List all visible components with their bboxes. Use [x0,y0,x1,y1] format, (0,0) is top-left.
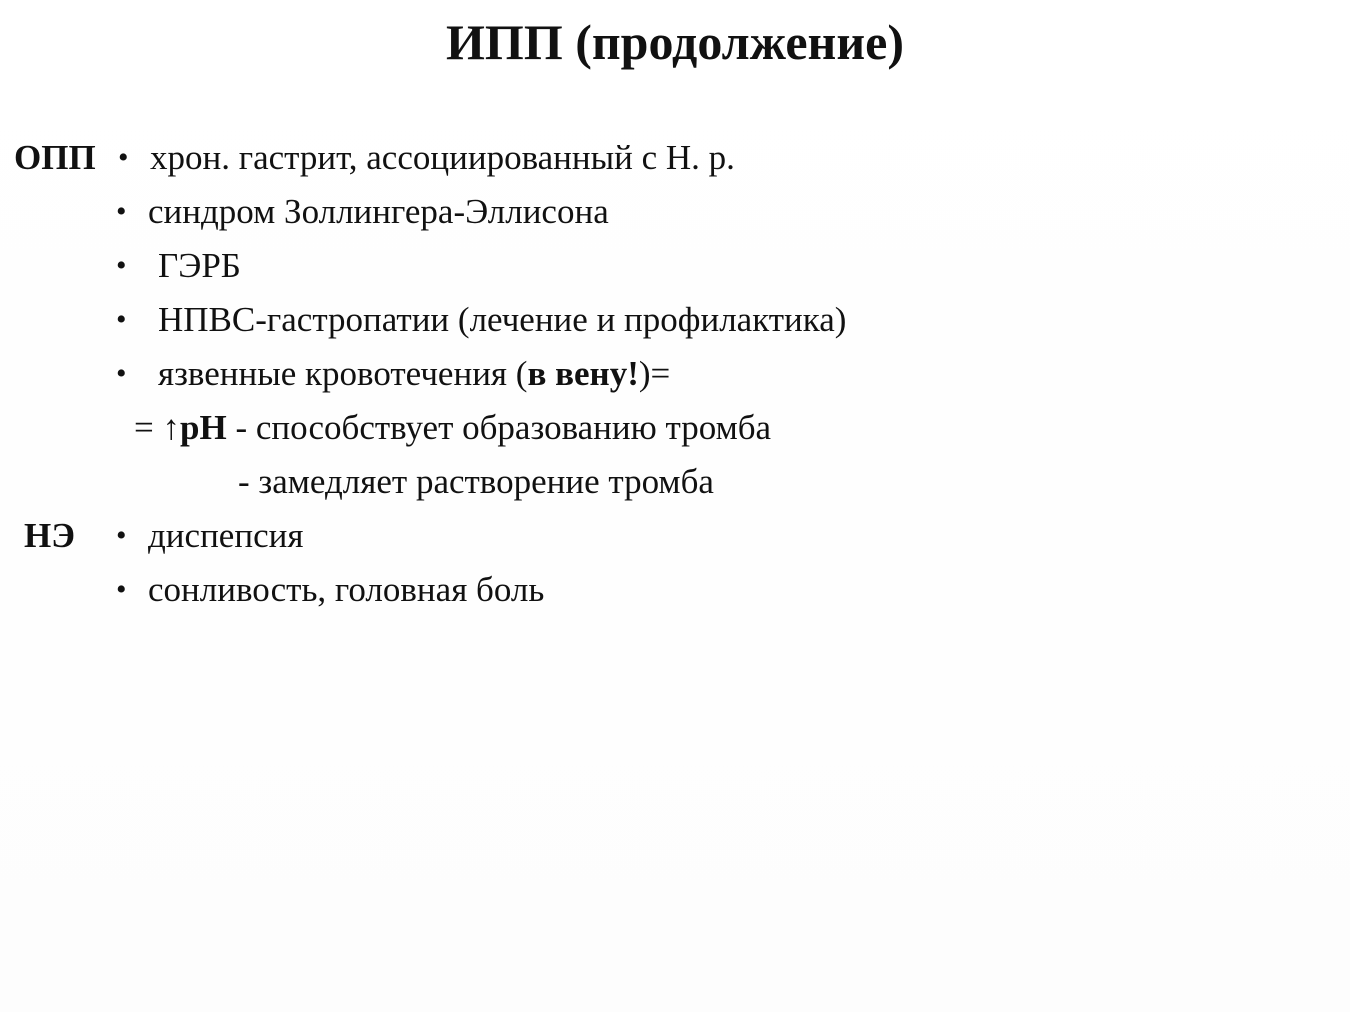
opp-item-2: синдром Золлингера-Эллисона [148,192,609,231]
ph-effect-prefix: = [134,408,163,447]
opp-item-4: НПВС-гастропатии (лечение и профилактика) [158,300,847,339]
ne-item-1: диспепсия [148,516,304,555]
opp-item-bleeding [158,353,670,395]
ne-item-2: сонливость, головная боль [148,570,545,609]
bullet-icon: • [116,573,127,606]
ph-effect-line [134,407,771,449]
bullet-icon: • [116,303,127,336]
opp-item-1: хрон. гастрит, ассоциированный с Н. р. [150,138,735,177]
bleeding-text: язвенные кровотечения ( [158,354,528,393]
ph-effect-emphasis: ↑pH [162,408,227,447]
bullet-icon: • [116,249,127,282]
ph-effect-line-2: - замедляет растворение тромба [238,462,714,501]
bleeding-emphasis: в вену! [527,354,639,393]
bleeding-suffix: )= [638,354,671,393]
bullet-icon: • [116,195,127,228]
ph-effect-text: - способствует образованию тромба [226,408,772,447]
bullet-icon: • [116,357,127,390]
opp-item-3: ГЭРБ [158,246,241,285]
section-label-opp: ОПП [14,138,96,177]
bullet-icon: • [118,141,129,174]
section-label-ne: НЭ [24,516,75,555]
bullet-icon: • [116,519,127,552]
slide-title: ИПП (продолжение) [446,14,904,70]
